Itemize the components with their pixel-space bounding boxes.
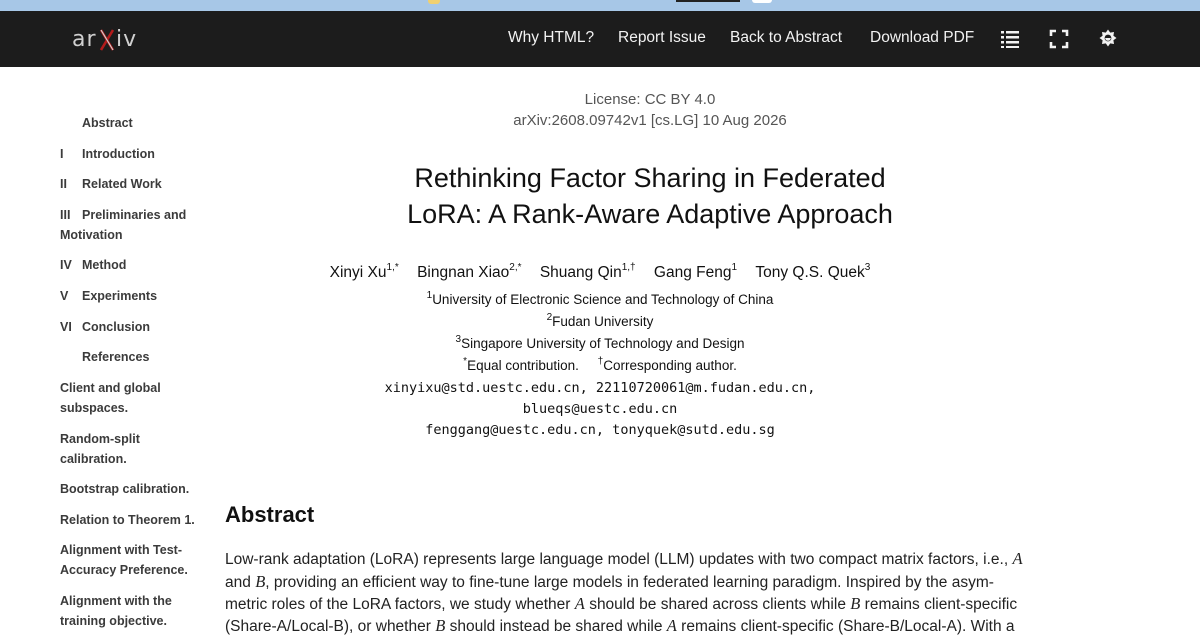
browser-top-strip [0,0,1200,11]
top-navbar [0,11,1200,67]
toc-client-global-cont[interactable]: subspaces. [60,401,129,415]
toc-alignment-test-cont[interactable]: Accuracy Preference. [60,563,188,577]
back-to-abstract-link[interactable]: Back to Abstract [730,29,842,46]
toc-method[interactable]: IV Method [60,258,127,272]
toc-conclusion[interactable]: VI Conclusion [60,320,151,334]
affiliation: $^1$University of Electronic Science and Technology of China [426,290,774,307]
email-line: blueqs@uestc.edu.cn [522,401,678,417]
email-line: fenggang@uestc.edu.cn, tonyquek@sutd.edu.sg [425,422,775,438]
toc-introduction[interactable]: I Introduction [60,147,155,161]
settings-icon[interactable] [1097,28,1119,50]
toc-alignment-training[interactable]: Alignment with the [60,594,172,608]
author-notes: *Equal contribution. †Corresponding author. [463,356,737,373]
affiliation: $^3$Singapore University of Technology and Design [455,334,745,351]
toc-alignment-training-cont[interactable]: training objective. [60,614,167,628]
abstract-line-3: metric roles of the LoRA factors, we study whether A should be shared across clients while B remains client-specific [225,594,1018,613]
download-pdf-link[interactable]: Download PDF [870,29,975,46]
author: Bingnan Xiao$^{2,*}$ [417,262,522,281]
abstract-heading: Abstract [225,502,315,527]
report-issue-link[interactable]: Report Issue [618,29,706,46]
toc-related-work[interactable]: II Related Work [60,177,162,191]
toc-preliminaries[interactable]: III Preliminaries and [60,208,187,222]
list-icon[interactable] [999,28,1021,50]
toc-bootstrap[interactable]: Bootstrap calibration. [60,482,190,496]
pill-decoration [752,0,772,3]
toc-references[interactable]: References [82,350,150,364]
underline-decoration [676,0,740,2]
fullscreen-icon[interactable] [1048,28,1070,50]
affiliation: $^2$Fudan University [546,312,654,329]
abstract-line-1: Low-rank adaptation (LoRA) represents large language model (LLM) updates with two compact matrix factors, i.e., A [225,549,1023,568]
abstract-line-4: (Share-A/Local-B), or whether B should instead be shared while A remains client-specific (Share-B/Local-A). With a [225,616,1015,635]
title-line-2: LoRA: A Rank-Aware Adaptive Approach [407,199,893,229]
why-html-link[interactable]: Why HTML? [508,29,595,46]
title-line-1: Rethinking Factor Sharing in Federated [414,163,886,193]
email-line: xinyixu@std.uestc.edu.cn, 22110720061@m.fudan.edu.cn, [384,380,816,396]
author: Shuang Qin$^{1,\dagger}$ [539,262,636,281]
author: Gang Feng$^1$ [653,262,738,281]
toc-abstract[interactable]: Abstract [82,116,133,130]
arxiv-logo[interactable] [72,23,144,55]
paper-title [300,160,1000,232]
arxiv-id-line: arXiv:2608.09742v1 [cs.LG] 10 Aug 2026 [513,112,787,129]
abstract-line-2: and B, providing an efficient way to fine-tune large models in federated learning paradigm. Inspired by the asym- [225,572,994,591]
svg-text:iv: iv [116,27,138,52]
author-list [225,264,975,282]
emoji-icon [428,0,440,4]
toc-alignment-test[interactable]: Alignment with Test- [60,543,182,557]
author: Xinyi $Xu^{1,*}$ [329,262,399,281]
svg-text:ar: ar [72,27,97,52]
toc-client-global[interactable]: Client and global [60,381,161,395]
toc-preliminaries-cont[interactable]: Motivation [60,228,123,242]
toc-random-split[interactable]: Random-split [60,432,140,446]
toc-relation-theorem[interactable]: Relation to Theorem 1. [60,513,195,527]
license-line: License: CC BY 4.0 [584,91,716,108]
toc-experiments[interactable]: V Experiments [60,289,158,303]
table-of-contents [0,67,215,630]
author: Tony Q.S. Quek$^3$ [755,262,871,281]
toc-random-split-cont[interactable]: calibration. [60,452,127,466]
